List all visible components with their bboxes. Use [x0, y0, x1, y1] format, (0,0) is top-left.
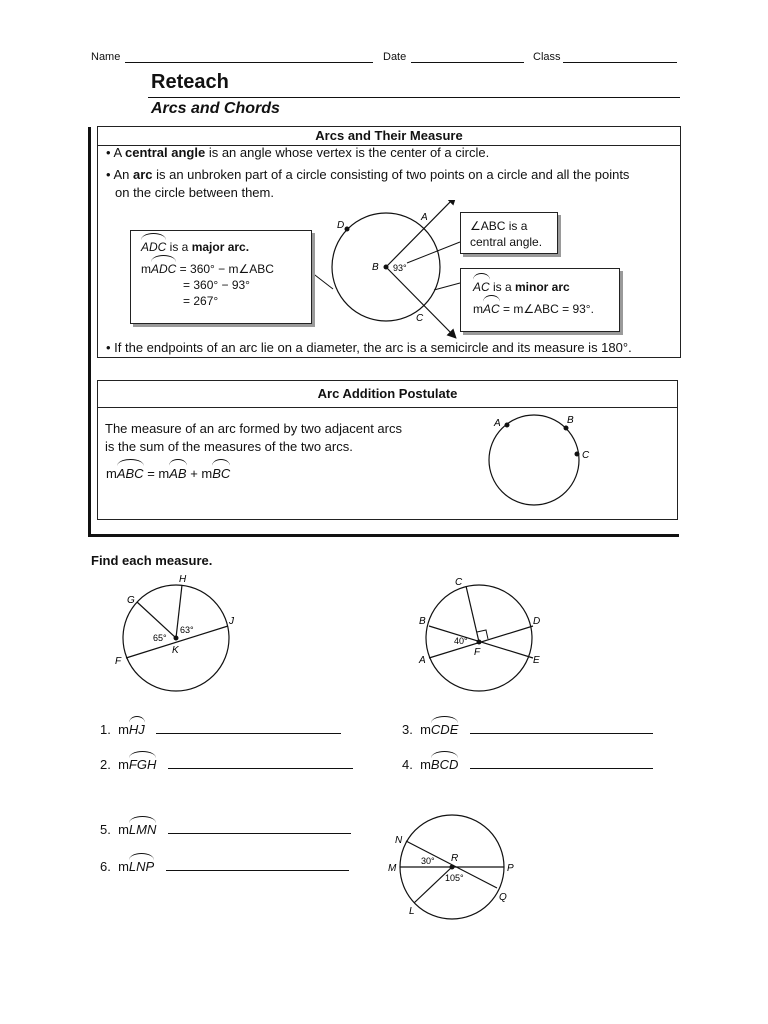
central-angle-callout: [460, 212, 558, 254]
page-subtitle: Arcs and Chords: [151, 100, 280, 117]
bullet-prefix: • A: [106, 145, 126, 160]
arc-fgh: FGH: [128, 757, 157, 772]
center-f: [477, 640, 482, 645]
segment-cf: [466, 586, 479, 642]
measure-m: m: [420, 722, 431, 737]
angle-63: 63°: [180, 625, 194, 635]
label-e: E: [533, 655, 540, 666]
measure-m: m: [118, 757, 129, 772]
equation-line-3: = 267°: [183, 294, 219, 308]
title-rule: [148, 97, 680, 98]
postulate-line-2: is the sum of the measures of the two arcs.: [105, 439, 353, 454]
equation-line-2: = 360° − 93°: [183, 278, 250, 292]
callout-line-1: ∠ABC is a: [470, 219, 528, 233]
page-title: Reteach: [151, 71, 229, 93]
name-label: Name: [91, 51, 121, 63]
major-connector: [311, 272, 333, 289]
label-l: L: [409, 906, 415, 917]
major-arc-callout: [130, 230, 312, 324]
date-blank[interactable]: [411, 62, 524, 63]
postulate-formula: [106, 465, 230, 483]
question-5: [100, 821, 351, 837]
term-central-angle: central angle: [125, 145, 206, 160]
class-label: Class: [533, 51, 561, 63]
plus-m: + m: [186, 466, 213, 481]
angle-label: 93°: [393, 263, 407, 273]
question-number: 5.: [100, 822, 111, 837]
section-heading: Find each measure.: [91, 553, 213, 568]
callout-text: is a: [489, 280, 516, 294]
postulate-line-1: The measure of an arc formed by two adjacent arcs: [105, 421, 402, 436]
arc-ac: AC: [483, 302, 500, 316]
arc-bcd: BCD: [430, 757, 459, 772]
label-n: N: [395, 835, 403, 846]
measure-m: m: [118, 722, 129, 737]
angle-65: 65°: [153, 633, 167, 643]
answer-line-6[interactable]: [166, 858, 349, 871]
question-number: 1.: [100, 722, 111, 737]
measure-m: m: [141, 262, 151, 276]
point-a: [505, 423, 510, 428]
label-c: C: [416, 313, 424, 324]
label-c: C: [582, 450, 590, 461]
equation: = m∠ABC = 93°.: [499, 302, 594, 316]
semicircle-note: • If the endpoints of an arc lie on a diameter, the arc is a semicircle and its measure is 180°.: [106, 340, 632, 355]
arc-hj: HJ: [128, 722, 145, 737]
arc-cde: CDE: [430, 722, 459, 737]
measure-m: m: [106, 466, 117, 481]
question-3: [402, 721, 653, 737]
figure-2: [412, 572, 552, 697]
central-angle-definition: [106, 144, 489, 162]
arc-adc: ADC: [151, 262, 177, 276]
label-m: M: [388, 863, 397, 874]
point-c: [575, 452, 580, 457]
label-b: B: [567, 415, 574, 426]
term-major-arc: major arc.: [191, 240, 250, 254]
lesson-left-rule: [88, 127, 91, 537]
label-a: A: [419, 655, 426, 666]
arc-definition-cont: on the circle between them.: [115, 185, 274, 200]
answer-line-5[interactable]: [168, 821, 351, 834]
label-h: H: [179, 574, 187, 585]
question-4: [402, 756, 653, 772]
label-b: B: [372, 262, 379, 273]
minor-arc-callout: [460, 268, 620, 332]
arc-bc: BC: [212, 466, 231, 481]
term-minor-arc: minor arc: [515, 280, 570, 294]
arc-adc: ADC: [141, 240, 167, 254]
question-6: [100, 858, 349, 874]
label-f: F: [474, 647, 481, 658]
question-number: 3.: [402, 722, 413, 737]
arc-definition: [106, 166, 629, 184]
measure-m: m: [473, 302, 483, 316]
callout-text: is a: [166, 240, 192, 254]
measure-m: m: [118, 822, 129, 837]
lesson-bottom-rule: [88, 534, 679, 537]
definition-text: is an angle whose vertex is the center of a circle.: [205, 145, 490, 160]
right-angle-mark: [477, 630, 488, 639]
arc-addition-diagram: [480, 405, 600, 515]
answer-line-1[interactable]: [156, 721, 341, 734]
question-number: 6.: [100, 859, 111, 874]
label-r: R: [451, 853, 459, 864]
angle-40: 40°: [454, 636, 468, 646]
minor-connector: [434, 283, 460, 290]
arc-ab: AB: [169, 466, 187, 481]
class-blank[interactable]: [563, 62, 677, 63]
label-g: G: [127, 595, 135, 606]
arc-addition-title: Arc Addition Postulate: [98, 381, 677, 408]
label-b: B: [419, 616, 426, 627]
equation-line-1: = 360° − m∠ABC: [176, 262, 274, 276]
bullet-prefix: • An: [106, 167, 133, 182]
label-k: K: [172, 645, 179, 656]
point-b: [564, 426, 569, 431]
arcs-measure-title: Arcs and Their Measure: [98, 127, 680, 146]
label-d: D: [337, 220, 345, 231]
label-f: F: [115, 656, 122, 667]
question-2: [100, 756, 353, 772]
angle-105: 105°: [445, 873, 464, 883]
name-blank[interactable]: [125, 62, 373, 63]
measure-m: m: [118, 859, 129, 874]
center-r: [450, 865, 455, 870]
label-a: A: [421, 212, 428, 223]
answer-line-3[interactable]: [470, 721, 653, 734]
answer-line-4[interactable]: [470, 756, 653, 769]
arc-ac: AC: [473, 280, 490, 294]
figure-3: [384, 808, 524, 928]
question-number: 4.: [402, 757, 413, 772]
answer-line-2[interactable]: [168, 756, 353, 769]
measure-m: m: [420, 757, 431, 772]
label-a: A: [494, 418, 501, 429]
label-j: J: [229, 616, 234, 627]
question-1: [100, 721, 341, 737]
arc-lmn: LMN: [128, 822, 157, 837]
angle-30: 30°: [421, 856, 435, 866]
arc-lnp: LNP: [128, 859, 155, 874]
date-label: Date: [383, 51, 407, 63]
circle-f: [426, 585, 532, 691]
arc-abc: ABC: [116, 466, 144, 481]
term-arc: arc: [132, 167, 153, 182]
central-connector: [407, 242, 460, 263]
figure-1: [110, 572, 250, 697]
label-p: P: [507, 863, 514, 874]
center-k: [174, 636, 179, 641]
callout-line-2: central angle.: [470, 235, 543, 249]
question-number: 2.: [100, 757, 111, 772]
equals-m: = m: [143, 466, 170, 481]
definition-text: is an unbroken part of a circle consisting of two points on a circle and all the points: [152, 167, 630, 182]
label-d: D: [533, 616, 541, 627]
label-q: Q: [499, 892, 507, 903]
label-c: C: [455, 577, 463, 588]
